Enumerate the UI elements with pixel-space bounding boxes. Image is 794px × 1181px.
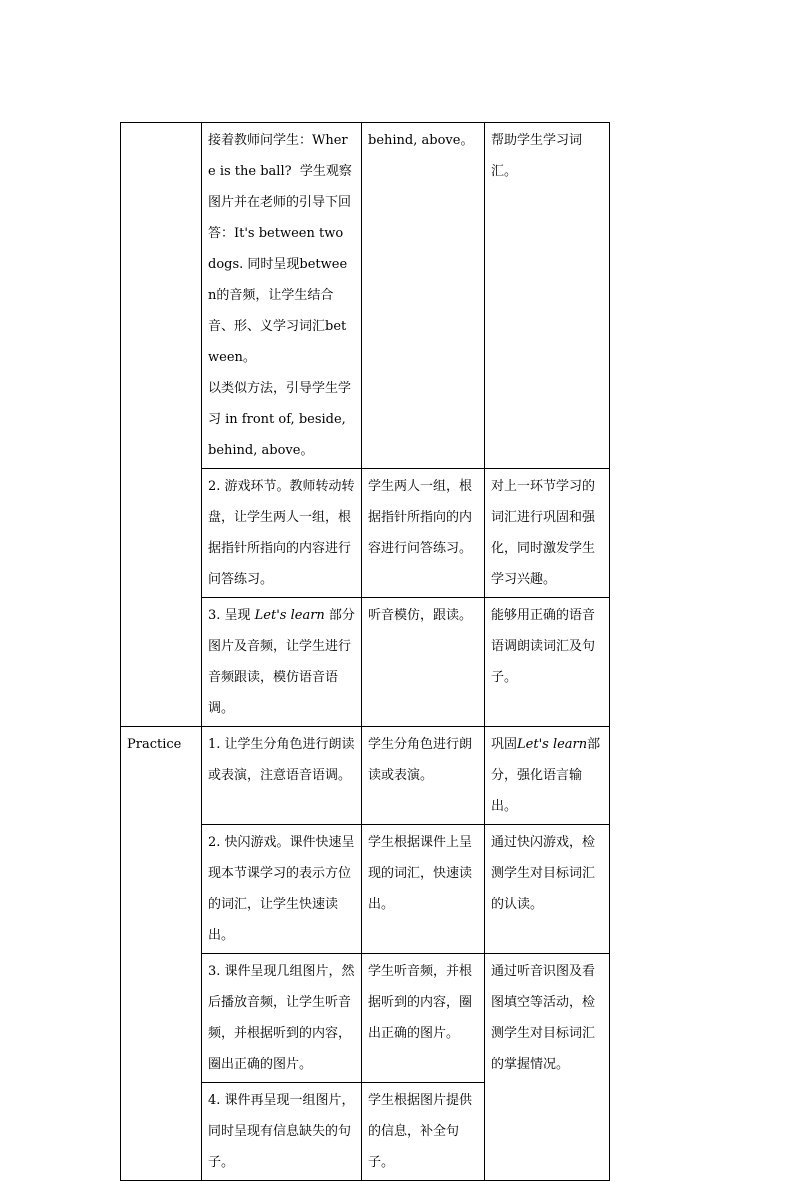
purpose-text: 通过快闪游戏，检测学生对目标词汇的认读。: [491, 835, 596, 912]
student-activity-cell: [362, 123, 485, 469]
teacher-activity-text: 4. 课件再呈现一组图片，同时呈现有信息缺失的句子。: [208, 1093, 355, 1170]
student-activity-cell: [362, 825, 485, 954]
lesson-plan-table: [120, 122, 610, 1181]
teacher-activity-cell: [202, 727, 362, 825]
teacher-activity-text: 1. 让学生分角色进行朗读或表演，注意语音语调。: [208, 737, 355, 783]
student-activity-text: 学生根据图片提供的信息，补全句子。: [368, 1093, 473, 1170]
teacher-activity-cell: [202, 598, 362, 727]
purpose-text: 对上一环节学习的词汇进行巩固和强化，同时激发学生学习兴趣。: [491, 479, 596, 587]
purpose-text: 帮助学生学习词汇。: [491, 133, 583, 179]
purpose-cell: [485, 954, 610, 1181]
teacher-activity-prefix: 3. 呈现: [208, 608, 255, 623]
purpose-cell: [485, 825, 610, 954]
purpose-text: 能够用正确的语音语调朗读词汇及句子。: [491, 608, 596, 685]
purpose-prefix: 巩固: [491, 737, 518, 752]
table-row: [121, 123, 610, 469]
student-activity-text: 学生两人一组，根据指针所指向的内容进行问答练习。: [368, 479, 473, 556]
purpose-cell: [485, 469, 610, 598]
teacher-activity-cell: [202, 1083, 362, 1181]
teacher-activity-cell: [202, 469, 362, 598]
lets-learn-title: Let's learn: [254, 608, 325, 623]
teacher-activity-suffix: 部分图片及音频，让学生进行音频跟读，模仿语音语调。: [208, 608, 355, 716]
purpose-text: 通过听音识图及看图填空等活动，检测学生对目标词汇的掌握情况。: [491, 964, 596, 1072]
purpose-cell: [485, 123, 610, 469]
student-activity-text: 学生分角色进行朗读或表演。: [368, 737, 473, 783]
student-activity-text: behind, above。: [368, 133, 474, 148]
student-activity-cell: [362, 598, 485, 727]
student-activity-cell: [362, 1083, 485, 1181]
stage-cell: [121, 727, 202, 1181]
teacher-activity-text: 3. 课件呈现几组图片，然后播放音频，让学生听音频，并根据听到的内容，圈出正确的图片。: [208, 964, 355, 1072]
teacher-activity-cell: [202, 954, 362, 1083]
teacher-activity-text: 以类似方法，引导学生学习 in front of, beside, behind, above。: [208, 381, 352, 458]
student-activity-text: 听音模仿，跟读。: [368, 608, 473, 623]
student-activity-cell: [362, 954, 485, 1083]
teacher-activity-text: [208, 600, 355, 724]
purpose-suffix: 部分，强化语言输出。: [491, 737, 601, 814]
teacher-activity-cell: [202, 123, 362, 469]
teacher-activity-cell: [202, 825, 362, 954]
stage-cell: [121, 123, 202, 727]
student-activity-cell: [362, 469, 485, 598]
student-activity-cell: [362, 727, 485, 825]
student-activity-text: 学生听音频，并根据听到的内容，圈出正确的图片。: [368, 964, 473, 1041]
purpose-cell: [485, 598, 610, 727]
table-row: [121, 727, 610, 825]
purpose-cell: [485, 727, 610, 825]
teacher-activity-text: 2. 游戏环节。教师转动转盘，让学生两人一组，根据指针所指向的内容进行问答练习。: [208, 479, 355, 587]
purpose-text: [491, 729, 603, 822]
student-activity-text: 学生根据课件上呈现的词汇，快速读出。: [368, 835, 473, 912]
teacher-activity-text: 2. 快闪游戏。课件快速呈现本节课学习的表示方位的词汇，让学生快速读出。: [208, 835, 355, 943]
stage-label-practice: Practice: [127, 737, 182, 752]
teacher-activity-text: 接着教师问学生：Where is the ball? 学生观察图片并在老师的引导下回答：It's between two dogs. 同时呈现between的音频，让学生结合音、形、义学习词汇between。: [208, 133, 352, 365]
lets-learn-title: Let's learn: [517, 737, 588, 752]
